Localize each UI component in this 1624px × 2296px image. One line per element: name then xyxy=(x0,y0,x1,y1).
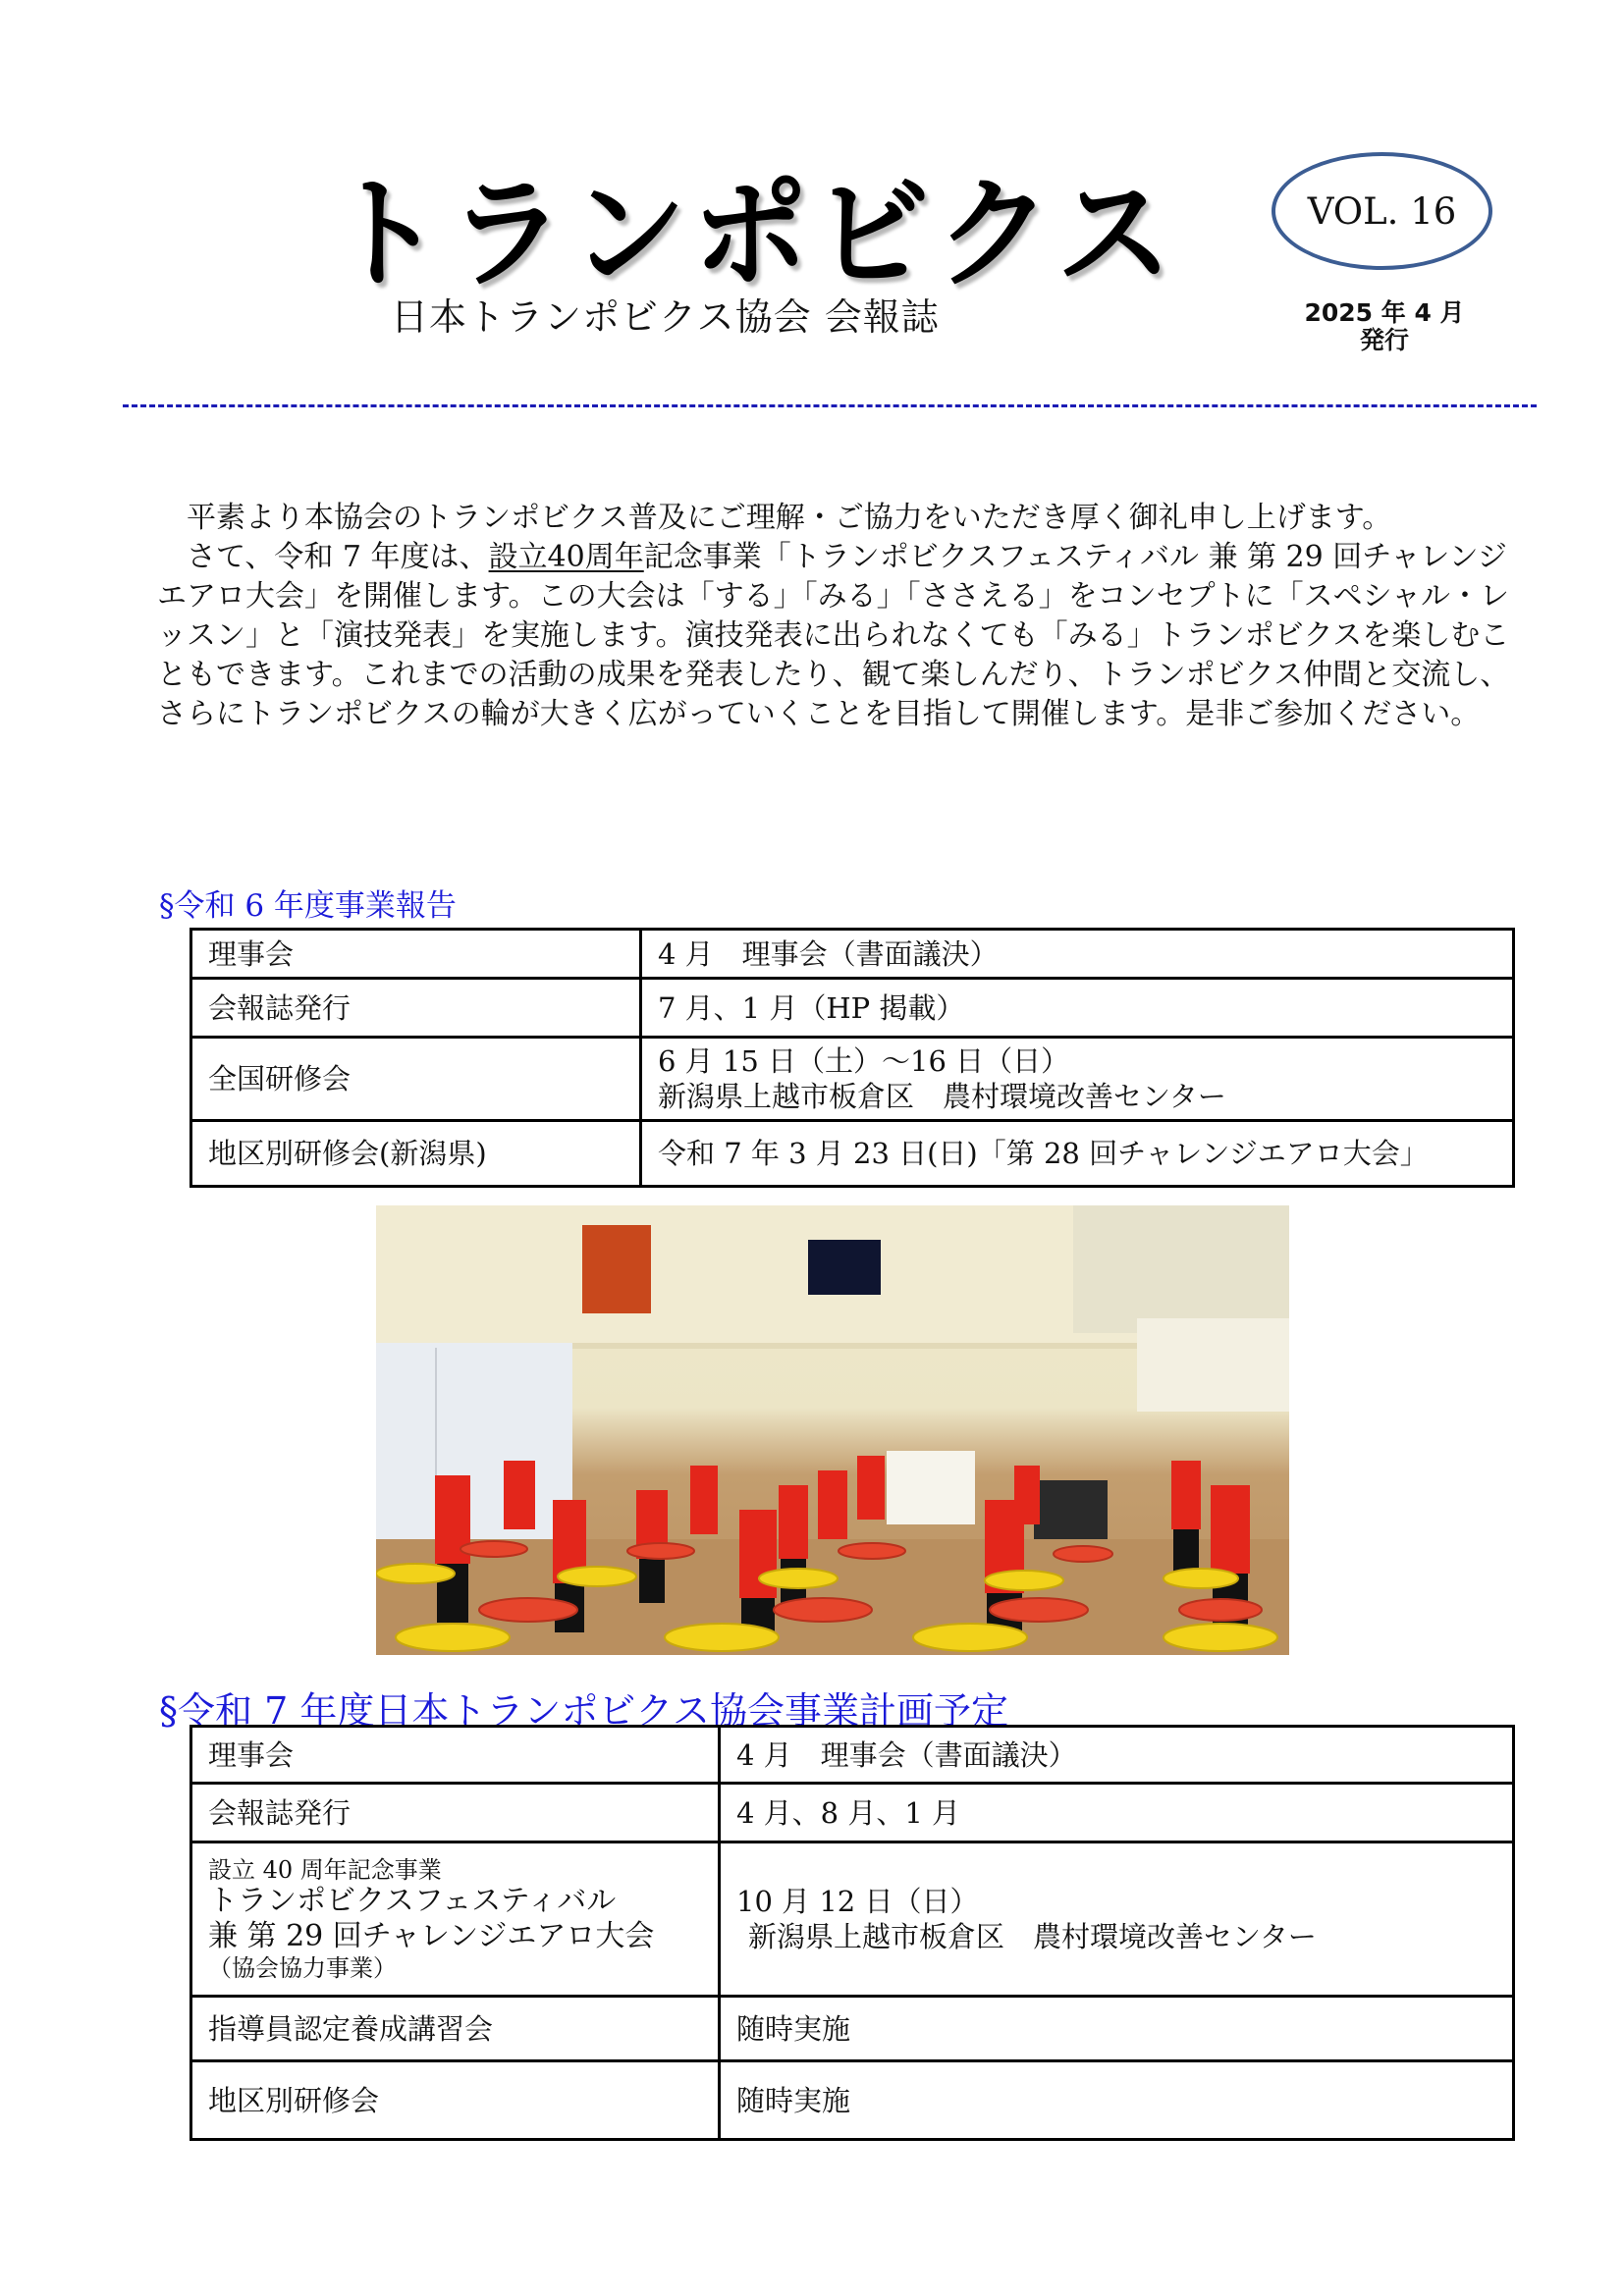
row-label: 地区別研修会(新潟県) xyxy=(191,1121,641,1187)
newsletter-subtitle: 日本トランポビクス協会 会報誌 xyxy=(391,295,940,339)
issue-date-label: 発行 xyxy=(1359,326,1409,354)
row-value: 4 月 理事会（書面議決） xyxy=(641,930,1514,979)
row-label-line: （協会協力事業） xyxy=(208,1954,397,1982)
table-row xyxy=(191,1997,1514,2061)
anniversary-underline: 設立40周年 xyxy=(488,540,644,574)
row-value: 4 月 理事会（書面議決） xyxy=(720,1727,1514,1784)
intro-paragraph-2 xyxy=(157,538,1517,734)
row-label-line: 兼 第 29 回チャレンジエアロ大会 xyxy=(208,1919,655,1953)
row-value-line: 6 月 15 日（土）～16 日（日） xyxy=(658,1044,1070,1078)
intro-paragraph-1: 平素より本協会のトランポビクス普及にご理解・ご協力をいただき厚く御礼申し上げます。 xyxy=(187,501,1392,535)
row-label xyxy=(191,1842,720,1997)
issue-date-month: 2025 年 4 月 xyxy=(1304,298,1465,327)
newsletter-title: トランポビクス xyxy=(327,162,1178,305)
trampoline-class-photo xyxy=(376,1205,1289,1655)
table-row xyxy=(191,2061,1514,2140)
row-label: 地区別研修会 xyxy=(191,2061,720,2140)
row-label-line: 設立 40 周年記念事業 xyxy=(208,1856,442,1884)
report-section-title: §令和 6 年度事業報告 xyxy=(159,888,457,924)
row-label: 会報誌発行 xyxy=(191,1784,720,1842)
table-row xyxy=(191,1784,1514,1842)
row-label-line: トランポビクスフェスティバル xyxy=(208,1884,617,1918)
row-value: 7 月、1 月（HP 掲載） xyxy=(641,979,1514,1038)
plan-table xyxy=(189,1725,1515,2141)
row-label: 会報誌発行 xyxy=(191,979,641,1038)
report-table xyxy=(189,928,1515,1188)
row-value-line: 10 月 12 日（日） xyxy=(736,1885,979,1918)
row-value xyxy=(641,1038,1514,1121)
intro-text-span: さて、令和 7 年度は、 xyxy=(187,540,489,574)
row-label: 理事会 xyxy=(191,1727,720,1784)
table-row xyxy=(191,1727,1514,1784)
table-row xyxy=(191,930,1514,979)
plan-section-title: §令和 7 年度日本トランポビクス協会事業計画予定 xyxy=(159,1689,1008,1733)
row-value: 令和 7 年 3 月 23 日(日)「第 28 回チャレンジエアロ大会」 xyxy=(641,1121,1514,1187)
volume-badge xyxy=(1272,152,1492,270)
photo-illustration xyxy=(376,1205,1289,1655)
intro-text xyxy=(157,499,1517,734)
table-row xyxy=(191,1121,1514,1187)
intro-text-span: 記念事業「トランポビクスフェスティバル 兼 第 29 回チャレンジエアロ大会」を開催します。この大会は「する」「みる」「ささえる」をコンセプトに「スペシャル・レッスン」と「演技発表」を実施します。演技発表に出られなくても「みる」トランポビクスを楽しむこともできます。これまでの活動の成果を発表したり、観て楽しんだり、トランポビクス仲間と交流し、さらにトランポビクスの輪が大きく広がっていくことを目指して開催します。是非ご参加ください。 xyxy=(157,540,1510,731)
row-value xyxy=(720,1842,1514,1997)
row-value: 随時実施 xyxy=(720,1997,1514,2061)
table-row xyxy=(191,1038,1514,1121)
row-value: 随時実施 xyxy=(720,2061,1514,2140)
row-value-line: 新潟県上越市板倉区 農村環境改善センター xyxy=(658,1080,1226,1113)
table-row xyxy=(191,1842,1514,1997)
row-label: 全国研修会 xyxy=(191,1038,641,1121)
volume-number: VOL. 16 xyxy=(1307,189,1457,233)
table-row xyxy=(191,979,1514,1038)
row-value-line: 新潟県上越市板倉区 農村環境改善センター xyxy=(748,1920,1317,1953)
issue-date xyxy=(1286,299,1483,354)
row-value: 4 月、8 月、1 月 xyxy=(720,1784,1514,1842)
row-label: 指導員認定養成講習会 xyxy=(191,1997,720,2061)
header-divider xyxy=(123,404,1537,407)
row-label: 理事会 xyxy=(191,930,641,979)
